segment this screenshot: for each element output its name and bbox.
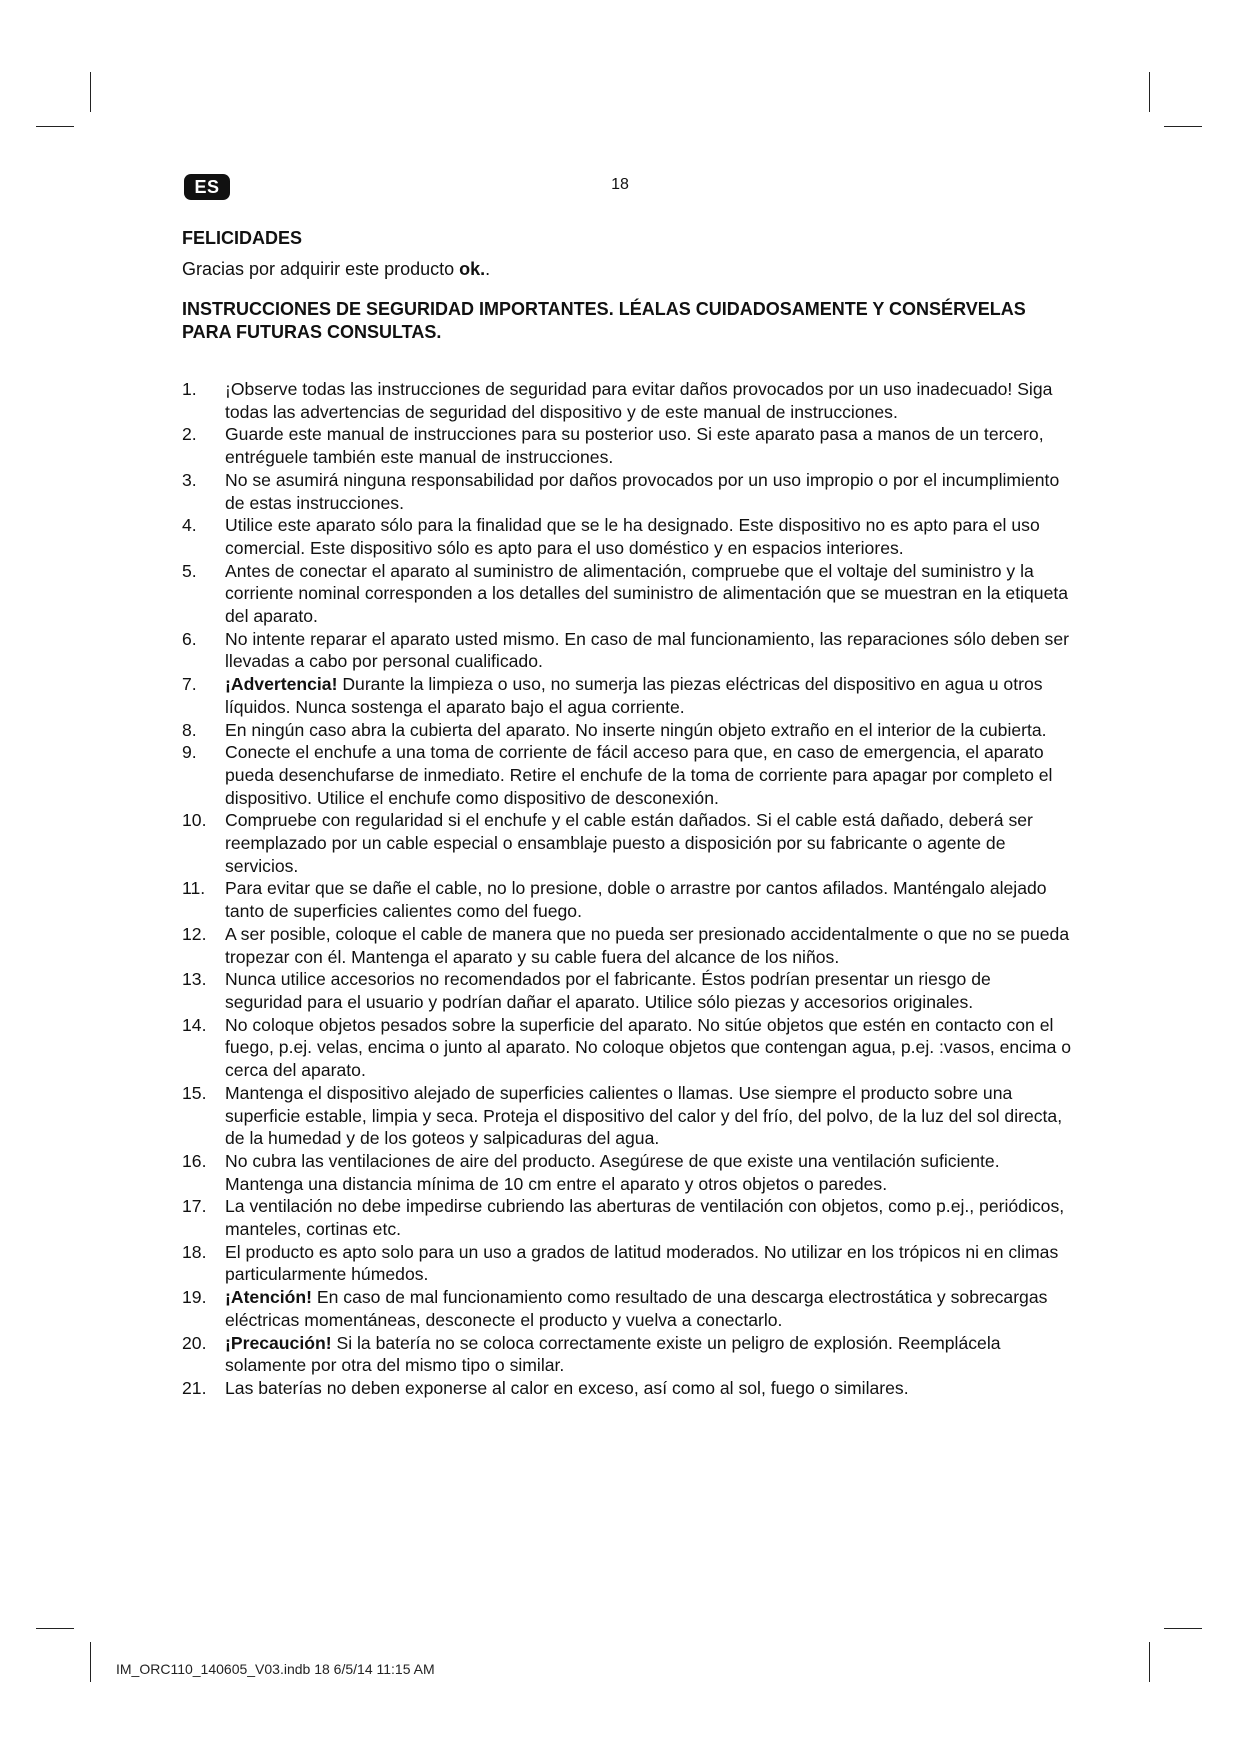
list-item xyxy=(182,1195,1072,1240)
list-item xyxy=(182,1377,1072,1400)
intro-end: . xyxy=(485,259,491,279)
list-item-text: Nunca utilice accesorios no recomendados por el fabricante. Éstos podrían presentar un riesgo de seguridad para el usuario y podrían dañar el aparato. Utilice sólo piezas y accesorios originales. xyxy=(225,969,991,1012)
crop-mark-bottom-left-horizontal xyxy=(36,1628,74,1629)
brand-name: ok. xyxy=(459,259,486,279)
list-item-warning-label: ¡Advertencia! xyxy=(225,674,338,695)
list-item-warning-label: ¡Precaución! xyxy=(225,1332,332,1353)
intro-paragraph xyxy=(182,257,1072,281)
crop-mark-bottom-right-horizontal xyxy=(1164,1628,1202,1629)
crop-mark-top-right-vertical xyxy=(1149,72,1150,112)
list-item xyxy=(182,673,1072,718)
intro-text: Gracias por adquirir este producto xyxy=(182,259,460,279)
list-item-text: El producto es apto solo para un uso a grados de latitud moderados. No utilizar en los trópicos ni en climas particularmente húmedos. xyxy=(225,1241,1059,1285)
list-item xyxy=(182,378,1072,423)
crop-mark-top-right-horizontal xyxy=(1164,126,1202,127)
list-item-text: No intente reparar el aparato usted mismo. En caso de mal funcionamiento, las reparaciones sólo deben ser llevadas a cabo por personal cualificado. xyxy=(225,628,1069,672)
list-item-number: 21. xyxy=(182,1377,207,1398)
list-item-text: En caso de mal funcionamiento como resultado de una descarga electrostática y sobrecargas eléctricas momentáneas, desconecte el producto y vuelva a conectarlo. xyxy=(225,1287,1048,1330)
list-item-text: Mantenga el dispositivo alejado de superficies calientes o llamas. Use siempre el producto sobre una superficie estable, limpia y seca. Proteja el dispositivo del calor y del frío, del polvo, de la luz del sol directa, de la humedad y de los goteos y salpicaduras del agua. xyxy=(225,1082,1063,1149)
list-item xyxy=(182,514,1072,559)
list-item-text: ¡Observe todas las instrucciones de seguridad para evitar daños provocados por un uso inadecuado! Siga todas las advertencias de seguridad del dispositivo y de este manual de instrucciones. xyxy=(225,379,1053,422)
list-item-number: 16. xyxy=(182,1150,207,1171)
list-item-text: Para evitar que se dañe el cable, no lo presione, doble o arrastre por cantos afilados. Manténgalo alejado tanto de superficies calientes como del fuego. xyxy=(225,878,1047,922)
list-item-number: 13. xyxy=(182,969,207,990)
list-item-text: No coloque objetos pesados sobre la superficie del aparato. No sitúe objetos que estén en contacto con el fuego, p.ej. velas, encima o junto al aparato. No coloque objetos que contengan agua, p.ej. :vasos, encima o cerca del aparato. xyxy=(225,1014,1072,1081)
list-item xyxy=(182,877,1072,922)
list-item xyxy=(182,1150,1072,1195)
list-item-text: A ser posible, coloque el cable de manera que no pueda ser presionado accidentalmente o que no se pueda tropezar con él. Mantenga el aparato y su cable fuera del alcance de los niños. xyxy=(225,923,1070,967)
list-item xyxy=(182,1241,1072,1286)
list-item-number: 18. xyxy=(182,1241,207,1262)
list-item-number: 15. xyxy=(182,1082,207,1103)
list-item-number: 4. xyxy=(182,515,197,536)
safety-heading: INSTRUCCIONES DE SEGURIDAD IMPORTANTES. LÉALAS CUIDADOSAMENTE Y CONSÉRVELAS PARA FUTURAS CONSULTAS. xyxy=(182,299,1026,342)
list-item xyxy=(182,560,1072,628)
list-item xyxy=(182,809,1072,877)
crop-mark-top-left-horizontal xyxy=(36,126,74,127)
list-item xyxy=(182,741,1072,809)
crop-mark-bottom-right-vertical xyxy=(1149,1642,1150,1682)
list-item-text: En ningún caso abra la cubierta del aparato. No inserte ningún objeto extraño en el interior de la cubierta. xyxy=(225,719,1047,740)
list-item xyxy=(182,1082,1072,1150)
list-item xyxy=(182,423,1072,468)
list-item-number: 10. xyxy=(182,810,207,831)
list-item-number: 5. xyxy=(182,560,197,581)
list-item-text: Utilice este aparato sólo para la finalidad que se le ha designado. Este dispositivo no es apto para el uso comercial. Este dispositivo sólo es apto para el uso doméstico y en espacios interiores. xyxy=(225,515,1040,558)
list-item xyxy=(182,469,1072,514)
list-item-number: 20. xyxy=(182,1332,207,1353)
list-item-text: Antes de conectar el aparato al suministro de alimentación, compruebe que el voltaje del suministro y la corriente nominal corresponden a los detalles del suministro de alimentación que se muestran en la etiqueta del aparato. xyxy=(225,560,1069,627)
list-item-text: Guarde este manual de instrucciones para su posterior uso. Si este aparato pasa a manos de un tercero, entréguele también este manual de instrucciones. xyxy=(225,424,1044,468)
list-item-number: 8. xyxy=(182,719,197,740)
list-item xyxy=(182,1014,1072,1082)
list-item-number: 14. xyxy=(182,1014,207,1035)
section-title: FELICIDADES xyxy=(182,228,303,248)
list-item-number: 2. xyxy=(182,424,197,445)
list-item-warning-label: ¡Atención! xyxy=(225,1287,312,1308)
list-item-text: Las baterías no deben exponerse al calor en exceso, así como al sol, fuego o similares. xyxy=(225,1377,909,1398)
list-item xyxy=(182,968,1072,1013)
list-item-number: 1. xyxy=(182,379,197,399)
list-item-text: No cubra las ventilaciones de aire del producto. Asegúrese de que existe una ventilación suficiente. Mantenga una distancia mínima de 10 cm entre el aparato y otros objetos o paredes. xyxy=(225,1150,1000,1194)
list-item-text: Si la batería no se coloca correctamente existe un peligro de explosión. Reemplácela solamente por otra del mismo tipo o similar. xyxy=(225,1332,1001,1376)
crop-mark-top-left-vertical xyxy=(90,72,91,112)
list-item xyxy=(182,719,1072,742)
safety-instructions-list xyxy=(182,378,1072,1400)
list-item-text: La ventilación no debe impedirse cubriendo las aberturas de ventilación con objetos, como p.ej., periódicos, manteles, cortinas etc. xyxy=(225,1196,1065,1240)
list-item xyxy=(182,923,1072,968)
list-item-text: Conecte el enchufe a una toma de corriente de fácil acceso para que, en caso de emergencia, el aparato pueda desenchufarse de inmediato. Retire el enchufe de la toma de corriente para apagar por completo el dispositivo. Utilice el enchufe como dispositivo de desconexión. xyxy=(225,742,1053,808)
print-slug: IM_ORC110_140605_V03.indb 18 6/5/14 11:15 AM xyxy=(116,1661,435,1677)
list-item-number: 9. xyxy=(182,742,197,763)
language-badge: ES xyxy=(184,174,230,200)
document-body xyxy=(182,226,1072,1400)
list-item-number: 17. xyxy=(182,1196,207,1217)
list-item-text: Durante la limpieza o uso, no sumerja las piezas eléctricas del dispositivo en agua u otros líquidos. Nunca sostenga el aparato bajo el agua corriente. xyxy=(225,674,1043,717)
page-number: 18 xyxy=(611,176,629,193)
list-item-number: 7. xyxy=(182,674,197,695)
list-item-number: 3. xyxy=(182,469,197,490)
list-item-number: 19. xyxy=(182,1287,207,1308)
list-item-number: 11. xyxy=(182,878,206,899)
list-item xyxy=(182,1332,1072,1377)
crop-mark-bottom-left-vertical xyxy=(90,1642,91,1682)
list-item-text: No se asumirá ninguna responsabilidad por daños provocados por un uso impropio o por el incumplimiento de estas instrucciones. xyxy=(225,469,1060,513)
list-item-number: 6. xyxy=(182,628,197,649)
list-item xyxy=(182,628,1072,673)
list-item-number: 12. xyxy=(182,923,207,944)
list-item-text: Compruebe con regularidad si el enchufe y el cable están dañados. Si el cable está dañado, deberá ser reemplazado por un cable especial o ensamblaje puesto a disposición por su fabricante o agente de servicios. xyxy=(225,810,1033,876)
list-item xyxy=(182,1286,1072,1331)
